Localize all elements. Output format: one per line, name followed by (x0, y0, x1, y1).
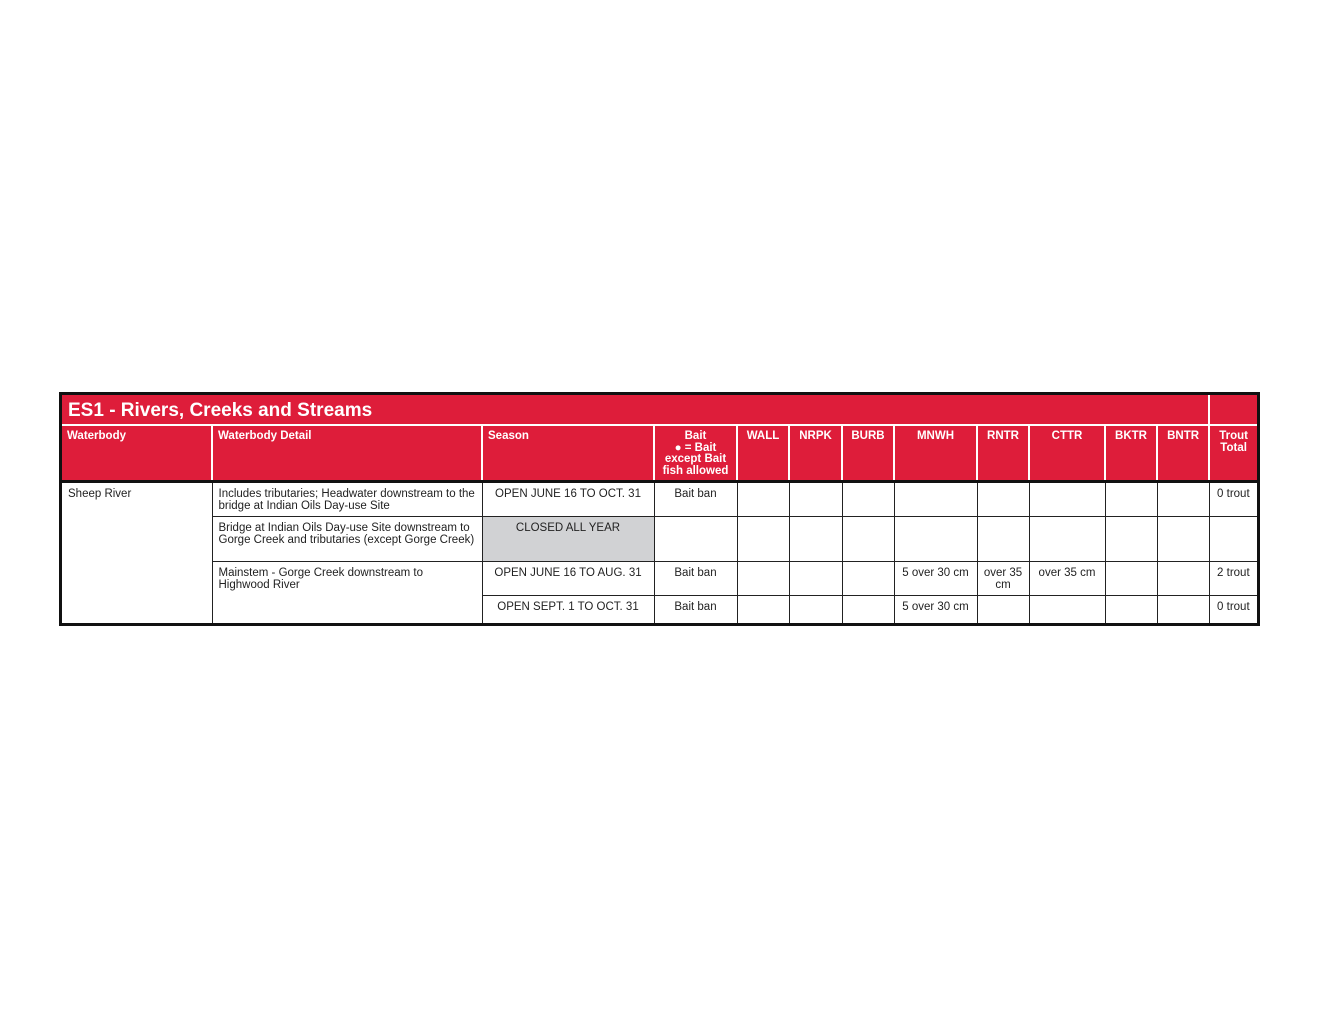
column-header-row (62, 425, 1257, 482)
bntr-limit (1157, 517, 1209, 562)
rntr-limit (977, 482, 1029, 517)
bait (654, 517, 737, 562)
bait: Bait ban (654, 596, 737, 623)
header-bait-line3: except Bait (664, 453, 727, 465)
table-title: ES1 - Rivers, Creeks and Streams (62, 395, 1209, 425)
bntr-limit (1157, 482, 1209, 517)
header-season: Season (482, 425, 654, 482)
bntr-limit (1157, 596, 1209, 623)
header-trout-total (1209, 425, 1257, 482)
burb-limit (842, 562, 894, 596)
trout-total: 0 trout (1209, 596, 1257, 623)
header-mnwh: MNWH (894, 425, 977, 482)
header-burb: BURB (842, 425, 894, 482)
rntr-limit (977, 517, 1029, 562)
wall-limit (737, 517, 789, 562)
header-cttr: CTTR (1029, 425, 1105, 482)
header-rntr: RNTR (977, 425, 1029, 482)
mnwh-limit: 5 over 30 cm (894, 562, 977, 596)
wall-limit (737, 596, 789, 623)
nrpk-limit (789, 482, 842, 517)
header-bait (654, 425, 737, 482)
cttr-limit (1029, 517, 1105, 562)
nrpk-limit (789, 562, 842, 596)
header-bntr: BNTR (1157, 425, 1209, 482)
header-waterbody: Waterbody (62, 425, 212, 482)
regulations-table (59, 392, 1260, 626)
season: OPEN JUNE 16 TO OCT. 31 (482, 482, 654, 517)
bktr-limit (1105, 517, 1157, 562)
wall-limit (737, 482, 789, 517)
nrpk-limit (789, 517, 842, 562)
header-bktr: BKTR (1105, 425, 1157, 482)
header-bait-line1: Bait (684, 430, 707, 442)
season: OPEN SEPT. 1 TO OCT. 31 (482, 596, 654, 623)
title-right-cell (1209, 395, 1257, 425)
season: CLOSED ALL YEAR (482, 517, 654, 562)
waterbody-name: Sheep River (68, 488, 132, 500)
header-waterbody-detail: Waterbody Detail (212, 425, 482, 482)
burb-limit (842, 517, 894, 562)
mnwh-limit (894, 482, 977, 517)
table-row (62, 482, 1257, 517)
mnwh-limit (894, 517, 977, 562)
bktr-limit (1105, 596, 1157, 623)
header-nrpk: NRPK (789, 425, 842, 482)
bait: Bait ban (654, 482, 737, 517)
waterbody-detail: Bridge at Indian Oils Day-use Site downstream to Gorge Creek and tributaries (except Gorge Creek) (212, 517, 482, 562)
header-trout-line2: Total (1220, 441, 1247, 454)
table-row (62, 517, 1257, 562)
table-title-row (62, 395, 1257, 425)
bntr-limit (1157, 562, 1209, 596)
rntr-limit (977, 596, 1029, 623)
header-trout-line1: Trout (1219, 430, 1248, 442)
burb-limit (842, 482, 894, 517)
mnwh-limit: 5 over 30 cm (894, 596, 977, 623)
burb-limit (842, 596, 894, 623)
trout-total (1209, 517, 1257, 562)
header-bait-line2: ● = Bait (674, 441, 717, 454)
trout-total: 2 trout (1209, 562, 1257, 596)
table-row (62, 562, 1257, 596)
rntr-limit: over 35 cm (977, 562, 1029, 596)
trout-total: 0 trout (1209, 482, 1257, 517)
waterbody-detail: Mainstem - Gorge Creek downstream to Highwood River (212, 562, 482, 623)
header-bait-line4: fish allowed (662, 464, 729, 477)
cttr-limit (1029, 482, 1105, 517)
season: OPEN JUNE 16 TO AUG. 31 (482, 562, 654, 596)
nrpk-limit (789, 596, 842, 623)
bait: Bait ban (654, 562, 737, 596)
header-wall: WALL (737, 425, 789, 482)
waterbody-detail: Includes tributaries; Headwater downstream to the bridge at Indian Oils Day-use Site (212, 482, 482, 517)
cttr-limit: over 35 cm (1029, 562, 1105, 596)
bktr-limit (1105, 562, 1157, 596)
bktr-limit (1105, 482, 1157, 517)
cttr-limit (1029, 596, 1105, 623)
wall-limit (737, 562, 789, 596)
